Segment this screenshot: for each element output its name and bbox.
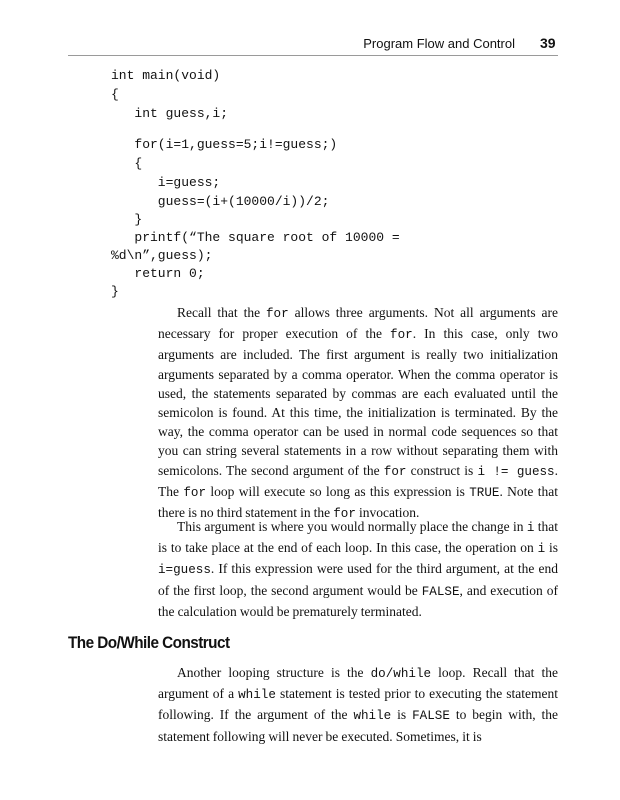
text-run: invocation. — [355, 505, 420, 521]
text-run: that is to take place at the end of each loop. In this case, the operation on — [158, 519, 559, 556]
inline-code: while — [353, 709, 392, 724]
code-line: return 0; — [111, 266, 205, 281]
inline-code: do/while — [370, 667, 432, 681]
inline-code: TRUE — [469, 485, 500, 500]
text-run: is — [545, 540, 558, 556]
text-run: is — [391, 707, 413, 723]
code-line: } — [111, 284, 119, 299]
inline-code: for — [266, 307, 289, 321]
text-run: loop will execute so long as this expression is — [206, 483, 470, 499]
page-number: 39 — [540, 35, 556, 51]
inline-code: i != guess — [477, 464, 555, 479]
text-run: loop. Recall that the argument of a — [158, 665, 558, 702]
text-run: allows three arguments. Not all arguments are necessary for proper execution of the — [158, 305, 558, 342]
inline-code: for — [390, 328, 413, 343]
code-line: i=guess; — [111, 175, 221, 190]
inline-code: for — [183, 485, 207, 500]
text-run: Recall that the — [177, 305, 266, 320]
text-run: This argument is where you would normally place the change in — [177, 519, 527, 534]
inline-code: FALSE — [412, 709, 450, 724]
text-run: . In this case, only two arguments are included. The first argument is really two initialization arguments separated by a comma operator. When the comma operator is used, the statements separated by commas are each evaluated until the semicolon is found. At this time, the initialization is terminated. By the way, the comma operator can be used in normal code sequences so that you can string several statements in a row without separating them with semicolons. The second argument of the — [158, 326, 558, 478]
inline-code: i=guess — [158, 563, 211, 578]
code-line: guess=(i+(10000/i))/2; — [111, 194, 330, 209]
code-line: int guess,i; — [111, 106, 229, 121]
code-line: { — [111, 87, 119, 102]
text-run: , and execution of the calculation would be prematurely terminated. — [158, 582, 558, 619]
inline-code: for — [333, 507, 356, 522]
inline-code: FALSE — [421, 584, 460, 599]
code-line: } — [111, 212, 143, 227]
text-run: construct is — [406, 462, 478, 478]
code-line: for(i=1,guess=5;i!=guess;) — [111, 137, 338, 152]
inline-code: for — [383, 464, 407, 479]
section-heading: The Do/While Construct — [68, 633, 230, 652]
body-paragraph — [158, 663, 558, 746]
inline-code: while — [238, 688, 276, 703]
text-run: statement is tested prior to executing the statement following. If the argument of the — [158, 686, 558, 723]
text-run: Another looping structure is the — [177, 665, 371, 680]
code-line: printf(“The square root of 10000 = — [111, 230, 400, 245]
text-run: . The — [158, 462, 558, 499]
code-line: int main(void) — [111, 68, 221, 83]
text-run: . If this expression were used for the third argument, at the end of the first loop, the second argument would be — [158, 561, 558, 598]
code-line: { — [111, 156, 143, 171]
inline-code: i — [537, 542, 546, 557]
body-paragraph — [158, 517, 558, 621]
header-rule — [68, 55, 558, 56]
text-run: to begin with, the statement following will never be executed. Sometimes, it is — [158, 707, 558, 744]
code-line: %d\n”,guess); — [111, 248, 213, 263]
running-header-title: Program Flow and Control — [363, 36, 515, 51]
inline-code: i — [526, 521, 535, 535]
text-run: . Note that there is no third statement in the — [158, 483, 559, 521]
body-paragraph — [158, 303, 558, 524]
